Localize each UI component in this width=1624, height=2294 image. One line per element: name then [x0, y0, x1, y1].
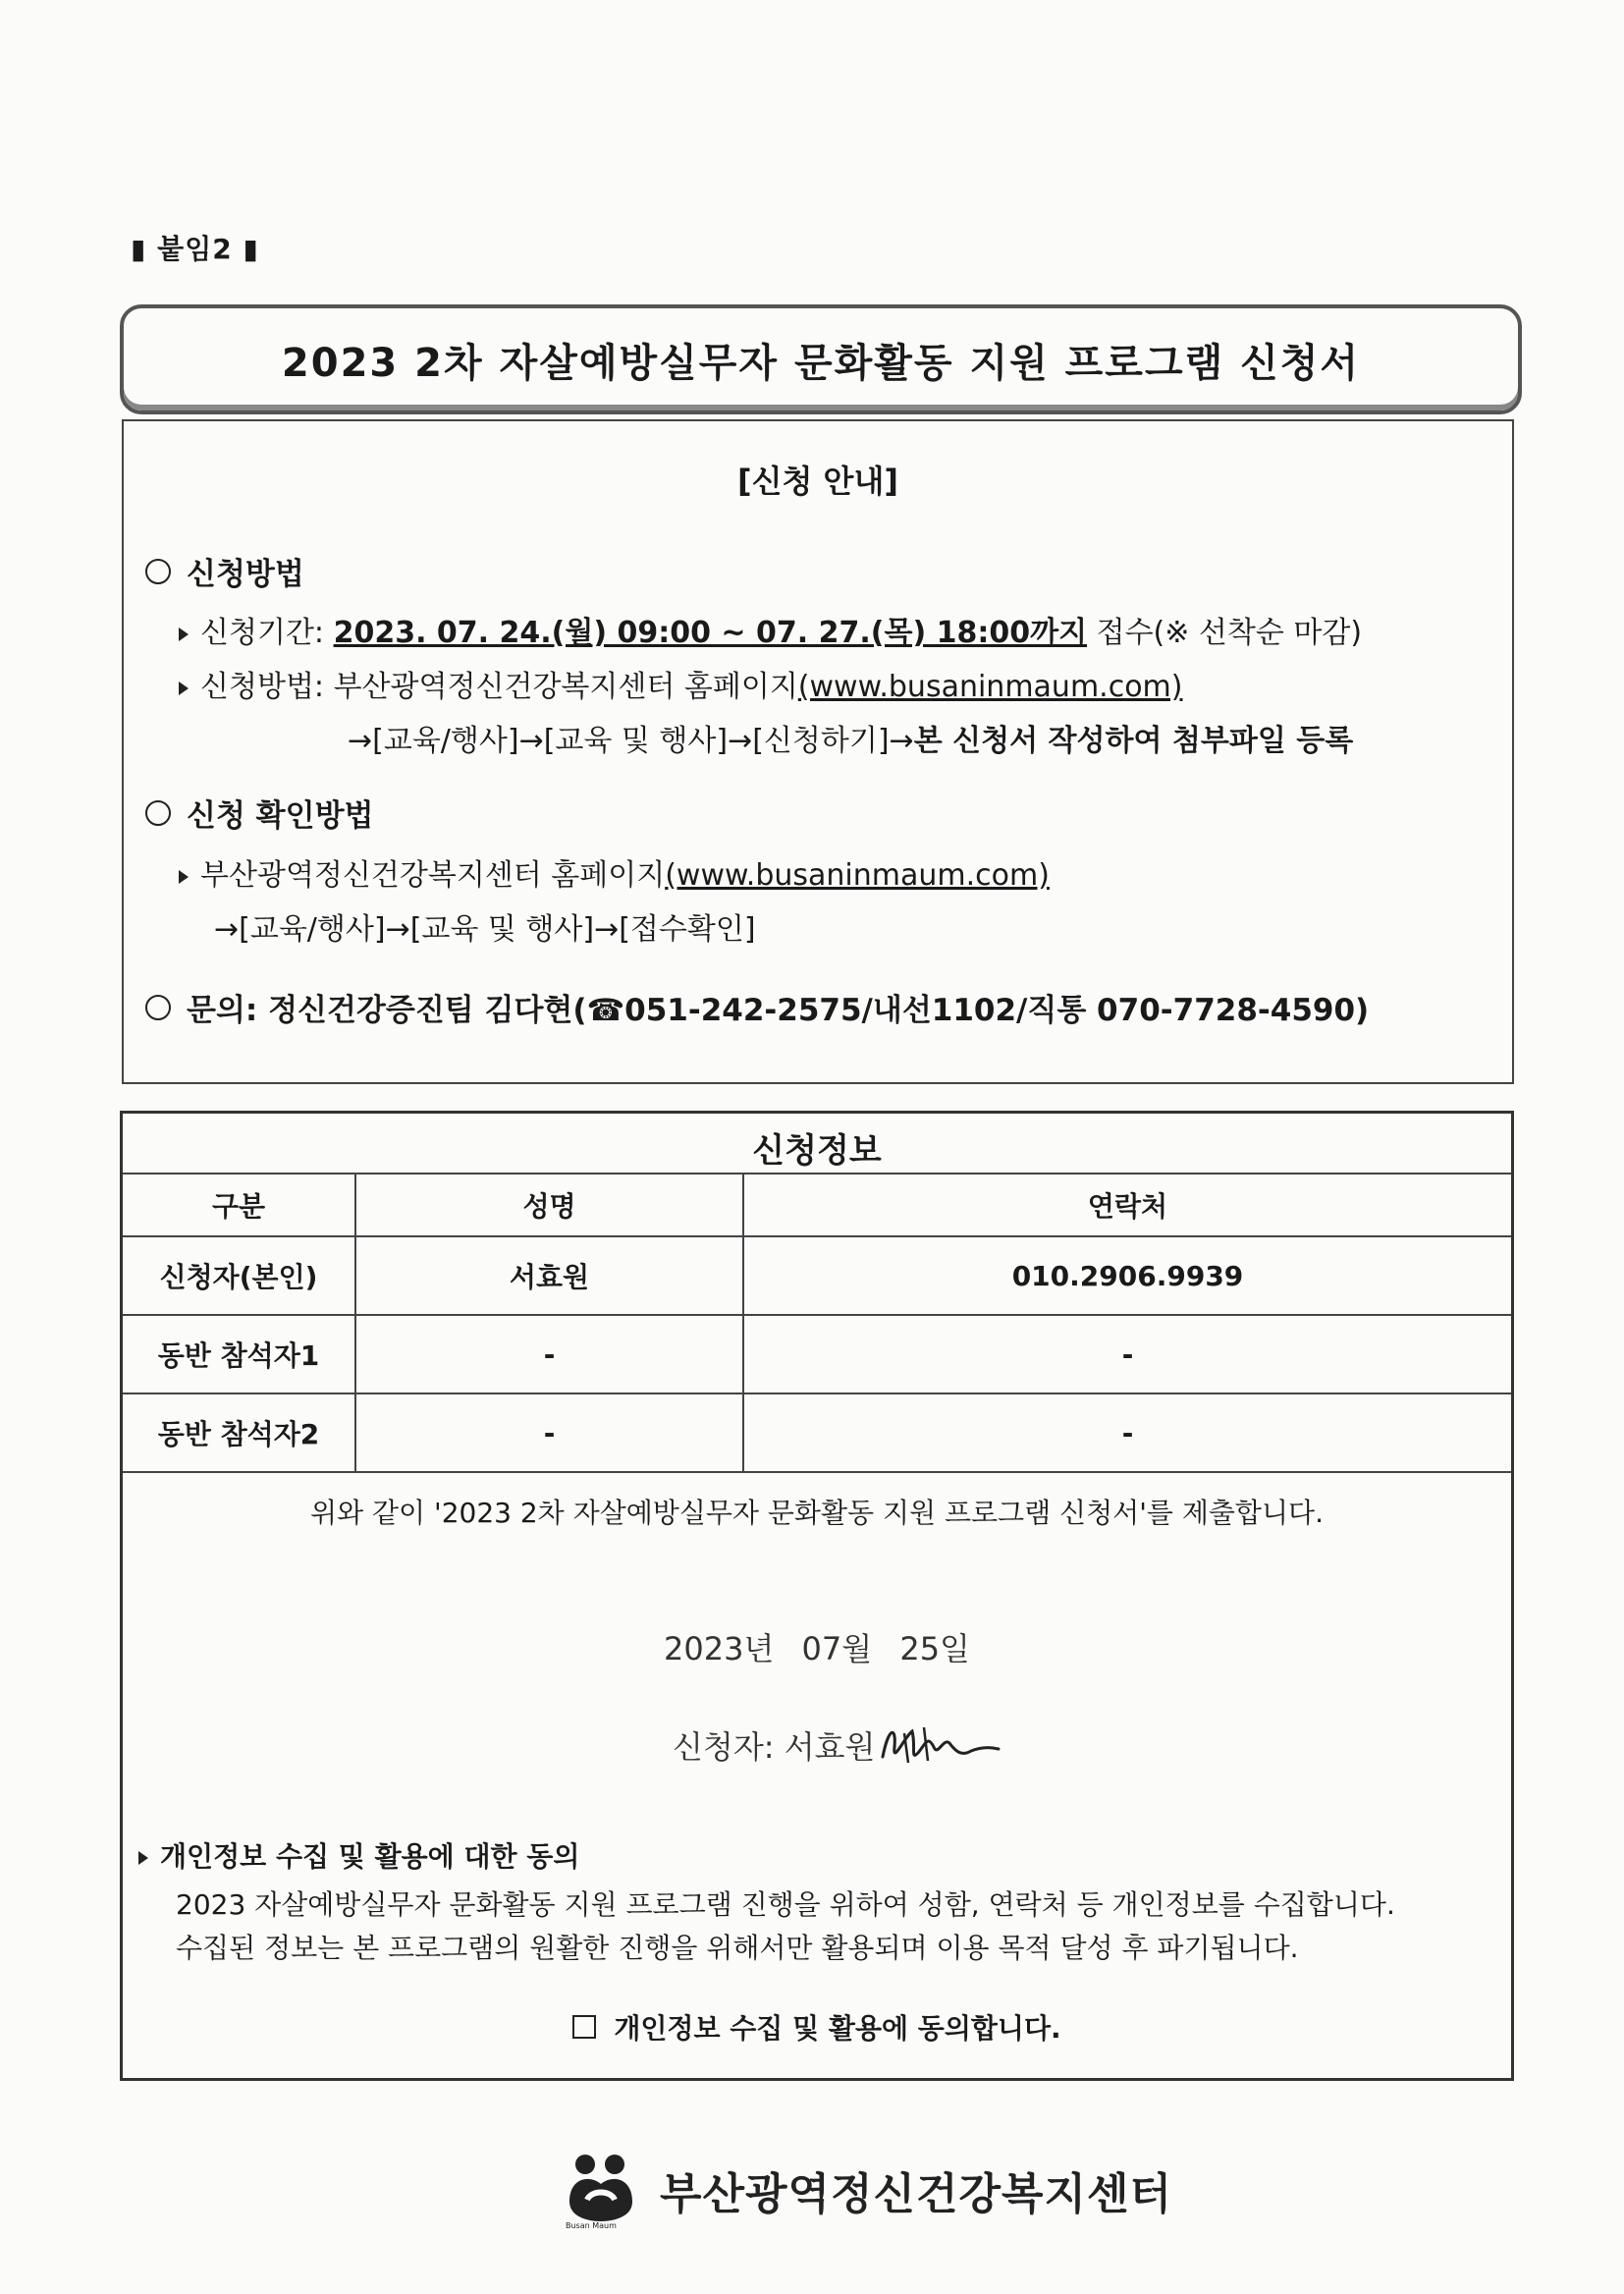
table-row	[123, 1393, 1511, 1472]
confirm-section-title: 신청 확인방법	[145, 791, 373, 835]
method-line: 신청방법: 부산광역정신건강복지센터 홈페이지(www.busaninmaum.com)	[179, 662, 1182, 705]
submit-statement: 위와 같이 '2023 2차 자살예방실무자 문화활동 지원 프로그램 신청서'를 제출합니다.	[310, 1497, 1324, 1529]
circle-bullet-icon	[145, 995, 171, 1020]
row-contact: -	[743, 1393, 1511, 1472]
row-name: 서효원	[355, 1236, 743, 1315]
table-header-row	[123, 1174, 1511, 1236]
application-info-section	[120, 1111, 1514, 2081]
guide-section	[122, 419, 1514, 1084]
triangle-bullet-icon	[138, 1851, 148, 1865]
circle-bullet-icon	[145, 559, 171, 584]
column-header: 연락처	[743, 1174, 1511, 1236]
homepage-link[interactable]: (www.busaninmaum.com)	[797, 670, 1183, 704]
logo-text: Busan Maum	[566, 2221, 617, 2229]
org-name: 부산광역정신건강복지센터	[660, 2169, 1173, 2219]
consent-checkbox-label: 개인정보 수집 및 활용에 동의합니다.	[614, 2012, 1061, 2045]
method-section-title: 신청방법	[145, 549, 304, 593]
consent-text-line1: 2023 자살예방실무자 문화활동 지원 프로그램 진행을 위하여 성함, 연락처 등 개인정보를 수집합니다.	[176, 1888, 1395, 1921]
consent-text-line2: 수집된 정보는 본 프로그램의 원활한 진행을 위해서만 활용되며 이용 목적 달성 후 파기됩니다.	[176, 1932, 1299, 1964]
row-type: 동반 참석자1	[123, 1315, 355, 1393]
circle-bullet-icon	[145, 800, 171, 826]
row-name: -	[355, 1393, 743, 1472]
signer-label: 신청자: 서효원	[673, 1728, 876, 1766]
submission-date: 2023년 07월 25일	[664, 1630, 970, 1667]
column-header: 구분	[123, 1174, 355, 1236]
document-title: 2023 2차 자살예방실무자 문화활동 지원 프로그램 신청서	[281, 340, 1361, 386]
period-line: 신청기간: 2023. 07. 24.(월) 09:00 ~ 07. 27.(목) 18:00까지 접수(※ 선착순 마감)	[179, 608, 1362, 651]
row-type: 동반 참석자2	[123, 1393, 355, 1472]
column-header: 성명	[355, 1174, 743, 1236]
table-row	[123, 1236, 1511, 1315]
attachment-label: ▮ 붙임2 ▮	[131, 233, 259, 265]
triangle-bullet-icon	[179, 870, 189, 884]
inquiry-line: 문의: 정신건강증진팀 김다현(☎051-242-2575/내선1102/직통 070-7728-4590)	[145, 985, 1369, 1029]
footer	[562, 2151, 1172, 2229]
signer-line	[673, 1718, 1002, 1773]
row-type: 신청자(본인)	[123, 1236, 355, 1315]
table-row	[123, 1315, 1511, 1393]
consent-checkbox-row[interactable]	[123, 2007, 1511, 2047]
row-contact: 010.2906.9939	[743, 1236, 1511, 1315]
consent-title: 개인정보 수집 및 활용에 대한 동의	[138, 1835, 579, 1875]
center-logo-icon	[562, 2151, 640, 2229]
period-value: 2023. 07. 24.(월) 09:00 ~ 07. 27.(목) 18:00까지	[333, 616, 1088, 650]
triangle-bullet-icon	[179, 628, 189, 641]
title-box	[120, 304, 1522, 414]
guide-heading: [신청 안내]	[736, 463, 899, 500]
method-path-line: →[교육/행사]→[교육 및 행사]→[신청하기]→본 신청서 작성하여 첨부파일 등록	[348, 724, 1354, 758]
row-contact: -	[743, 1315, 1511, 1393]
signature-icon	[875, 1718, 1002, 1773]
triangle-bullet-icon	[179, 682, 189, 695]
confirm-site-line: 부산광역정신건강복지센터 홈페이지(www.busaninmaum.com)	[179, 850, 1050, 894]
applicant-table	[123, 1173, 1511, 1473]
info-heading: 신청정보	[752, 1131, 882, 1171]
confirm-homepage-link[interactable]: (www.busaninmaum.com)	[665, 858, 1050, 893]
row-name: -	[355, 1315, 743, 1393]
confirm-path-line: →[교육/행사]→[교육 및 행사]→[접수확인]	[214, 912, 756, 947]
consent-checkbox[interactable]	[572, 2015, 596, 2039]
